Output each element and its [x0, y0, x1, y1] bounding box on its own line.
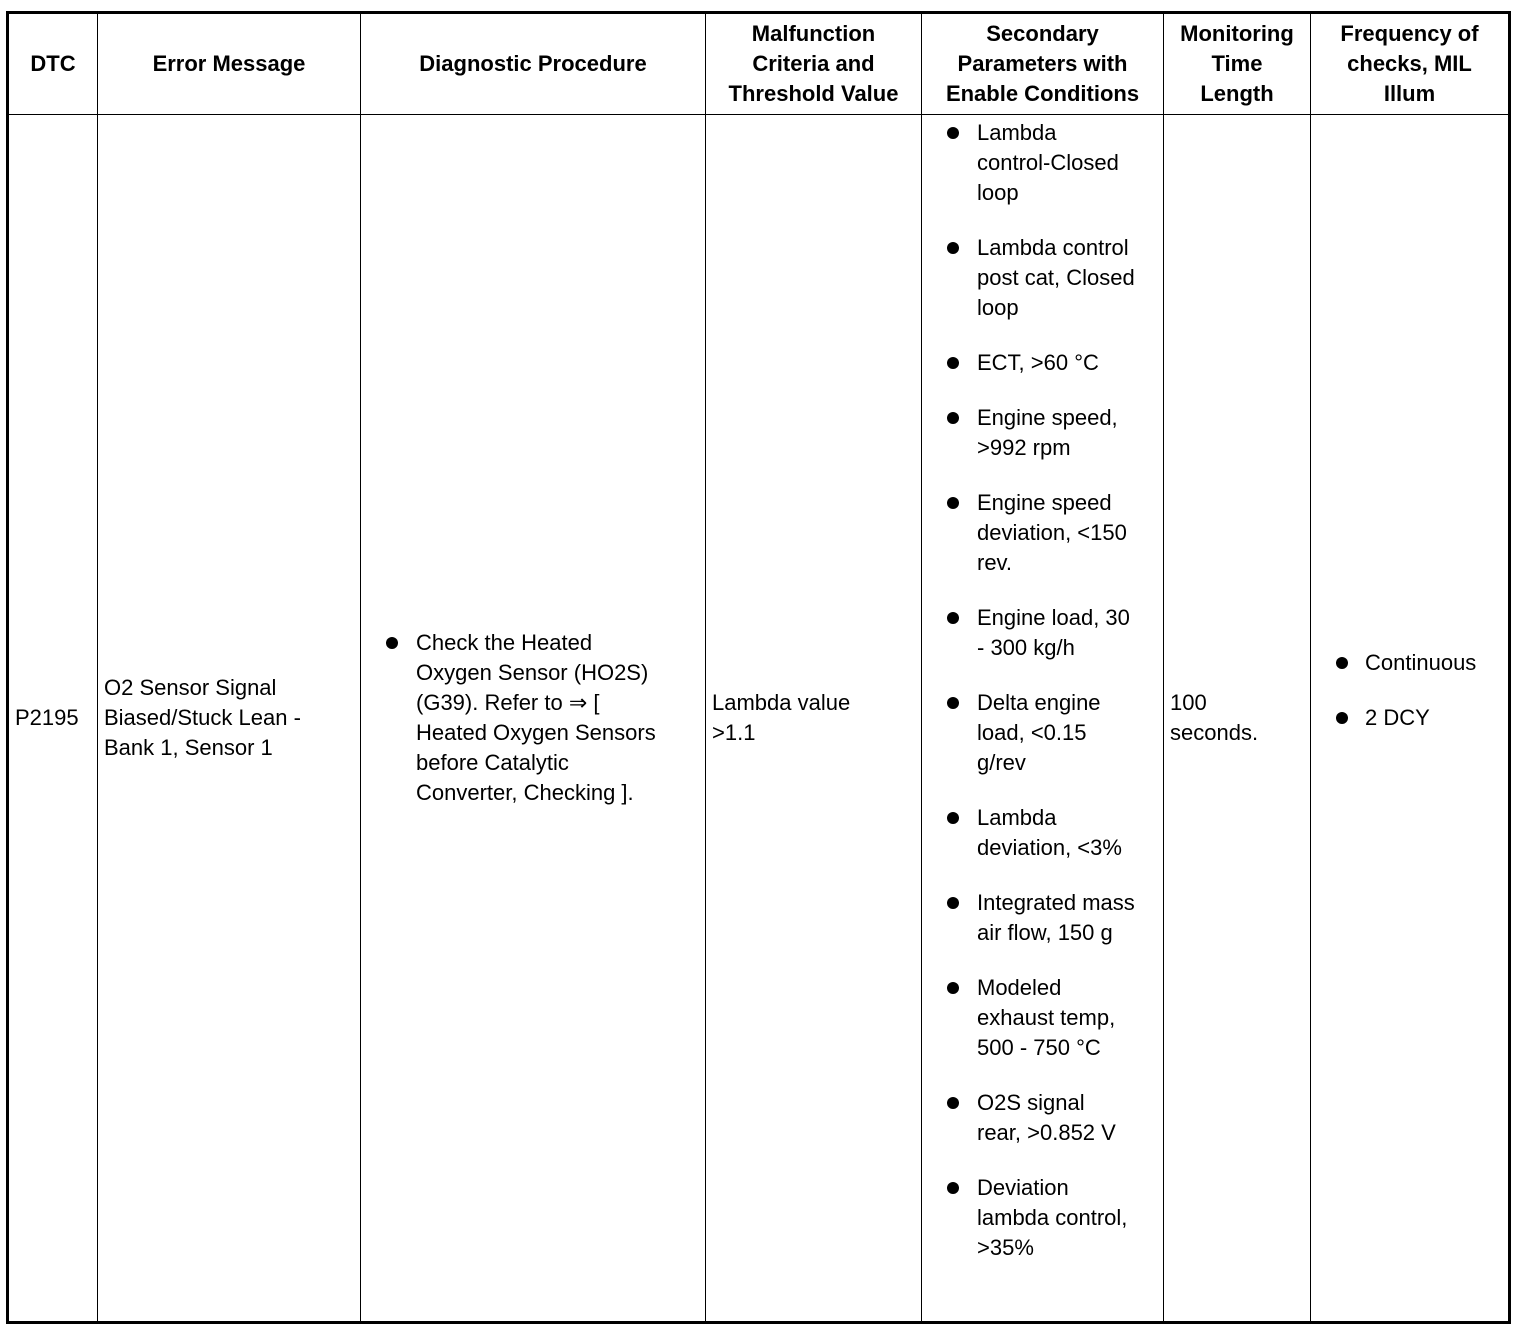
list-item — [922, 888, 1163, 948]
list-item — [922, 1173, 1163, 1263]
list-item — [922, 973, 1163, 1063]
list-item — [922, 803, 1163, 863]
param-line: loop — [977, 295, 1019, 320]
param-line: rev. — [977, 550, 1013, 575]
frequency-line: Continuous — [1365, 650, 1477, 675]
param-line: Deviation — [977, 1175, 1069, 1200]
bullet-icon — [947, 497, 959, 509]
table-header — [8, 13, 1510, 115]
header-secondary-parameters-line: Parameters with — [957, 51, 1128, 76]
error-message-line: O2 Sensor Signal — [104, 675, 277, 700]
param-line: lambda control, — [977, 1205, 1128, 1230]
table-body — [8, 115, 1510, 1323]
param-line: Lambda — [977, 805, 1057, 830]
list-item — [1311, 703, 1508, 733]
error-message-line: Biased/Stuck Lean - — [104, 705, 301, 730]
bullet-icon — [947, 982, 959, 994]
bullet-icon — [947, 812, 959, 824]
header-secondary-parameters-line: Enable Conditions — [945, 81, 1140, 106]
param-line: post cat, Closed — [977, 265, 1135, 290]
param-line: g/rev — [977, 750, 1026, 775]
list-item-text — [977, 603, 1163, 663]
header-frequency-line: Illum — [1383, 81, 1436, 106]
bullet-icon — [947, 897, 959, 909]
header-dtc — [8, 13, 98, 115]
diagnostic-procedure-cell — [361, 115, 706, 1323]
header-frequency-line: checks, MIL — [1347, 51, 1472, 76]
procedure-line: Oxygen Sensor (HO2S) — [416, 660, 649, 685]
param-line: loop — [977, 180, 1019, 205]
list-item-text — [977, 233, 1163, 323]
procedure-line: Check the Heated — [416, 630, 593, 655]
param-line: Lambda control — [977, 235, 1129, 260]
dtc-code-cell: P2195 — [8, 115, 98, 1323]
bullet-icon — [1336, 712, 1348, 724]
param-line: O2S signal — [977, 1090, 1085, 1115]
param-line: >35% — [977, 1235, 1034, 1260]
list-item-text — [977, 118, 1163, 208]
param-line: deviation, <3% — [977, 835, 1122, 860]
header-diagnostic-procedure-line: Diagnostic Procedure — [419, 51, 647, 76]
header-frequency-line: Frequency of — [1340, 21, 1479, 46]
header-malfunction-criteria — [706, 13, 922, 115]
list-item — [922, 488, 1163, 578]
header-monitoring-time-line: Time — [1211, 51, 1263, 76]
secondary-parameters-list — [922, 118, 1163, 1263]
list-item-text — [1365, 648, 1508, 678]
param-line: Lambda — [977, 120, 1057, 145]
bullet-icon — [1336, 657, 1348, 669]
param-line: Engine speed — [977, 490, 1112, 515]
list-item — [922, 403, 1163, 463]
param-line: 500 - 750 °C — [977, 1035, 1101, 1060]
list-item — [1311, 648, 1508, 678]
param-line: deviation, <150 — [977, 520, 1127, 545]
list-item — [922, 233, 1163, 323]
param-line: Delta engine — [977, 690, 1101, 715]
bullet-icon — [947, 412, 959, 424]
bullet-icon — [947, 242, 959, 254]
list-item-text — [416, 628, 705, 808]
list-item-text — [977, 888, 1163, 948]
diagnostic-procedure-list — [361, 628, 705, 808]
param-line: - 300 kg/h — [977, 635, 1075, 660]
dtc-table — [6, 11, 1511, 1324]
list-item-text — [977, 973, 1163, 1063]
header-row — [8, 13, 1510, 115]
threshold-line: >1.1 — [712, 720, 756, 745]
header-secondary-parameters — [922, 13, 1164, 115]
bullet-icon — [947, 697, 959, 709]
header-monitoring-time-line: Length — [1200, 81, 1274, 106]
secondary-parameters-cell — [922, 115, 1164, 1323]
param-line: ECT, >60 °C — [977, 350, 1099, 375]
list-item-text — [977, 403, 1163, 463]
param-line: exhaust temp, — [977, 1005, 1116, 1030]
list-item — [922, 603, 1163, 663]
header-error-message — [98, 13, 361, 115]
bullet-icon — [947, 127, 959, 139]
header-malfunction-criteria-line: Malfunction — [751, 21, 876, 46]
param-line: Engine load, 30 — [977, 605, 1130, 630]
frequency-cell — [1311, 115, 1510, 1323]
bullet-icon — [947, 612, 959, 624]
list-item — [922, 348, 1163, 378]
param-line: Engine speed, — [977, 405, 1118, 430]
frequency-list — [1311, 648, 1508, 733]
procedure-line: Converter, Checking ]. — [416, 780, 634, 805]
error-message-cell — [98, 115, 361, 1323]
list-item — [922, 118, 1163, 208]
procedure-line: (G39). Refer to ⇒ [ — [416, 690, 600, 715]
bullet-icon — [947, 1097, 959, 1109]
error-message-line: Bank 1, Sensor 1 — [104, 735, 273, 760]
list-item — [361, 628, 705, 808]
monitoring-time-cell — [1164, 115, 1311, 1323]
list-item-text — [977, 688, 1163, 778]
procedure-line: Heated Oxygen Sensors — [416, 720, 656, 745]
param-line: control-Closed — [977, 150, 1119, 175]
list-item-text — [977, 488, 1163, 578]
param-line: rear, >0.852 V — [977, 1120, 1116, 1145]
header-monitoring-time-line: Monitoring — [1180, 21, 1294, 46]
frequency-line: 2 DCY — [1365, 705, 1430, 730]
header-dtc-line: DTC — [30, 51, 76, 76]
header-malfunction-criteria-line: Threshold Value — [728, 81, 899, 106]
bullet-icon — [386, 637, 398, 649]
threshold-cell — [706, 115, 922, 1323]
param-line: Modeled — [977, 975, 1062, 1000]
list-item-text — [977, 348, 1163, 378]
monitoring-time-line: 100 — [1170, 690, 1207, 715]
header-frequency — [1311, 13, 1510, 115]
threshold-line: Lambda value — [712, 690, 851, 715]
param-line: Integrated mass — [977, 890, 1135, 915]
bullet-icon — [947, 1182, 959, 1194]
param-line: >992 rpm — [977, 435, 1071, 460]
monitoring-time-line: seconds. — [1170, 720, 1259, 745]
table-row — [8, 115, 1510, 1323]
list-item-text — [1365, 703, 1508, 733]
param-line: air flow, 150 g — [977, 920, 1113, 945]
list-item — [922, 1088, 1163, 1148]
procedure-line: before Catalytic — [416, 750, 569, 775]
list-item-text — [977, 1088, 1163, 1148]
list-item-text — [977, 1173, 1163, 1263]
bullet-icon — [947, 357, 959, 369]
list-item-text — [977, 803, 1163, 863]
header-secondary-parameters-line: Secondary — [986, 21, 1099, 46]
param-line: load, <0.15 — [977, 720, 1087, 745]
header-malfunction-criteria-line: Criteria and — [752, 51, 875, 76]
header-monitoring-time — [1164, 13, 1311, 115]
header-diagnostic-procedure — [361, 13, 706, 115]
header-error-message-line: Error Message — [152, 51, 306, 76]
list-item — [922, 688, 1163, 778]
